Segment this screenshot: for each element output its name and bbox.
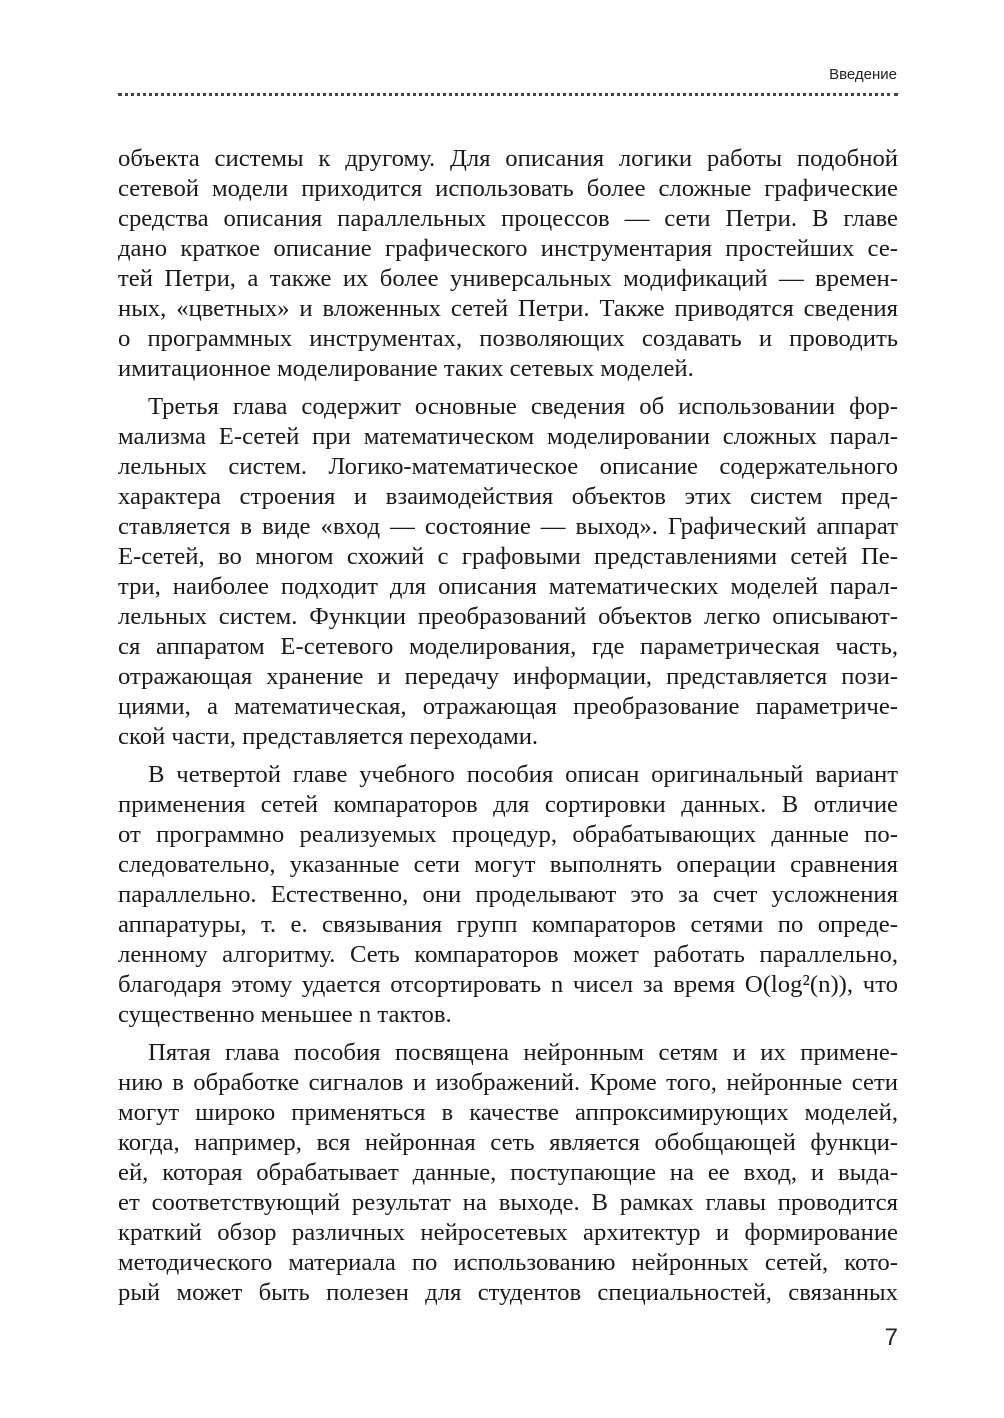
text-line: три, наиболее подходит для описания математических моделей парал- bbox=[118, 573, 898, 600]
text-line: В четвертой главе учебного пособия описан оригинальный вариант bbox=[148, 761, 898, 788]
text-line: дано краткое описание графического инструментария простейших се- bbox=[118, 235, 898, 262]
text-line: благодаря этому удается отсортировать n чисел за время O(log²(n)), что bbox=[118, 971, 898, 998]
text-line: ей, которая обрабатывает данные, поступающие на ее вход, и выда- bbox=[118, 1159, 898, 1186]
running-title: Введение bbox=[829, 66, 897, 83]
text-line: ставляется в виде «вход — состояние — выход». Графический аппарат bbox=[118, 513, 898, 540]
text-line: существенно меньшее n тактов. bbox=[118, 1001, 452, 1028]
text-line: сетевой модели приходится использовать более сложные графические bbox=[118, 175, 898, 202]
text-line: Пятая глава пособия посвящена нейронным сетям и их примене- bbox=[148, 1039, 898, 1066]
text-line: E-сетей, во многом схожий с графовыми представлениями сетей Пе- bbox=[118, 543, 898, 570]
text-line: ся аппаратом E-сетевого моделирования, где параметрическая часть, bbox=[118, 633, 898, 660]
paragraph bbox=[118, 392, 898, 752]
text-line: рый может быть полезен для студентов специальностей, связанных bbox=[118, 1279, 898, 1306]
text-line: циями, а математическая, отражающая преобразование параметриче- bbox=[118, 693, 898, 720]
header-dotted-rule bbox=[118, 93, 898, 96]
text-line: аппаратуры, т. е. связывания групп компараторов сетями по опреде- bbox=[118, 911, 898, 938]
text-line: ленному алгоритму. Сеть компараторов может работать параллельно, bbox=[118, 941, 898, 968]
text-line: мализма E-сетей при математическом моделировании сложных парал- bbox=[118, 423, 898, 450]
text-line: характера строения и взаимодействия объектов этих систем пред- bbox=[118, 483, 898, 510]
text-line: тей Петри, а также их более универсальных модификаций — времен- bbox=[118, 265, 898, 292]
text-line: ет соответствующий результат на выходе. В рамках главы проводится bbox=[118, 1189, 898, 1216]
text-line: ных, «цветных» и вложенных сетей Петри. Также приводятся сведения bbox=[118, 295, 898, 322]
text-line: параллельно. Естественно, они проделывают это за счет усложнения bbox=[118, 881, 898, 908]
text-line: следовательно, указанные сети могут выполнять операции сравнения bbox=[118, 851, 898, 878]
text-line: нию в обработке сигналов и изображений. Кроме того, нейронные сети bbox=[118, 1069, 898, 1096]
text-line: отражающая хранение и передачу информации, представляется пози- bbox=[118, 663, 898, 690]
page-number: 7 bbox=[884, 1324, 898, 1351]
text-line: краткий обзор различных нейросетевых архитектур и формирование bbox=[118, 1219, 898, 1246]
text-line: методического материала по использованию нейронных сетей, кото- bbox=[118, 1249, 898, 1276]
paragraph bbox=[118, 144, 898, 384]
text-line: ской части, представляется переходами. bbox=[118, 723, 539, 750]
text-line: лельных систем. Функции преобразований объектов легко описывают- bbox=[118, 603, 898, 630]
paragraph bbox=[118, 1038, 898, 1308]
text-line: применения сетей компараторов для сортировки данных. В отличие bbox=[118, 791, 898, 818]
text-line: имитационное моделирование таких сетевых моделей. bbox=[118, 355, 694, 382]
text-line: могут широко применяться в качестве аппроксимирующих моделей, bbox=[118, 1099, 898, 1126]
text-line: от программно реализуемых процедур, обрабатывающих данные по- bbox=[118, 821, 898, 848]
text-line: Третья глава содержит основные сведения об использовании фор- bbox=[148, 393, 898, 420]
text-line: лельных систем. Логико-математическое описание содержательного bbox=[118, 453, 898, 480]
text-line: о программных инструментах, позволяющих создавать и проводить bbox=[118, 325, 898, 352]
text-line: когда, например, вся нейронная сеть является обобщающей функци- bbox=[118, 1129, 898, 1156]
text-line: средства описания параллельных процессов — сети Петри. В главе bbox=[118, 205, 898, 232]
text-line: объекта системы к другому. Для описания логики работы подобной bbox=[118, 145, 898, 172]
body-text bbox=[118, 144, 898, 1308]
paragraph bbox=[118, 760, 898, 1030]
